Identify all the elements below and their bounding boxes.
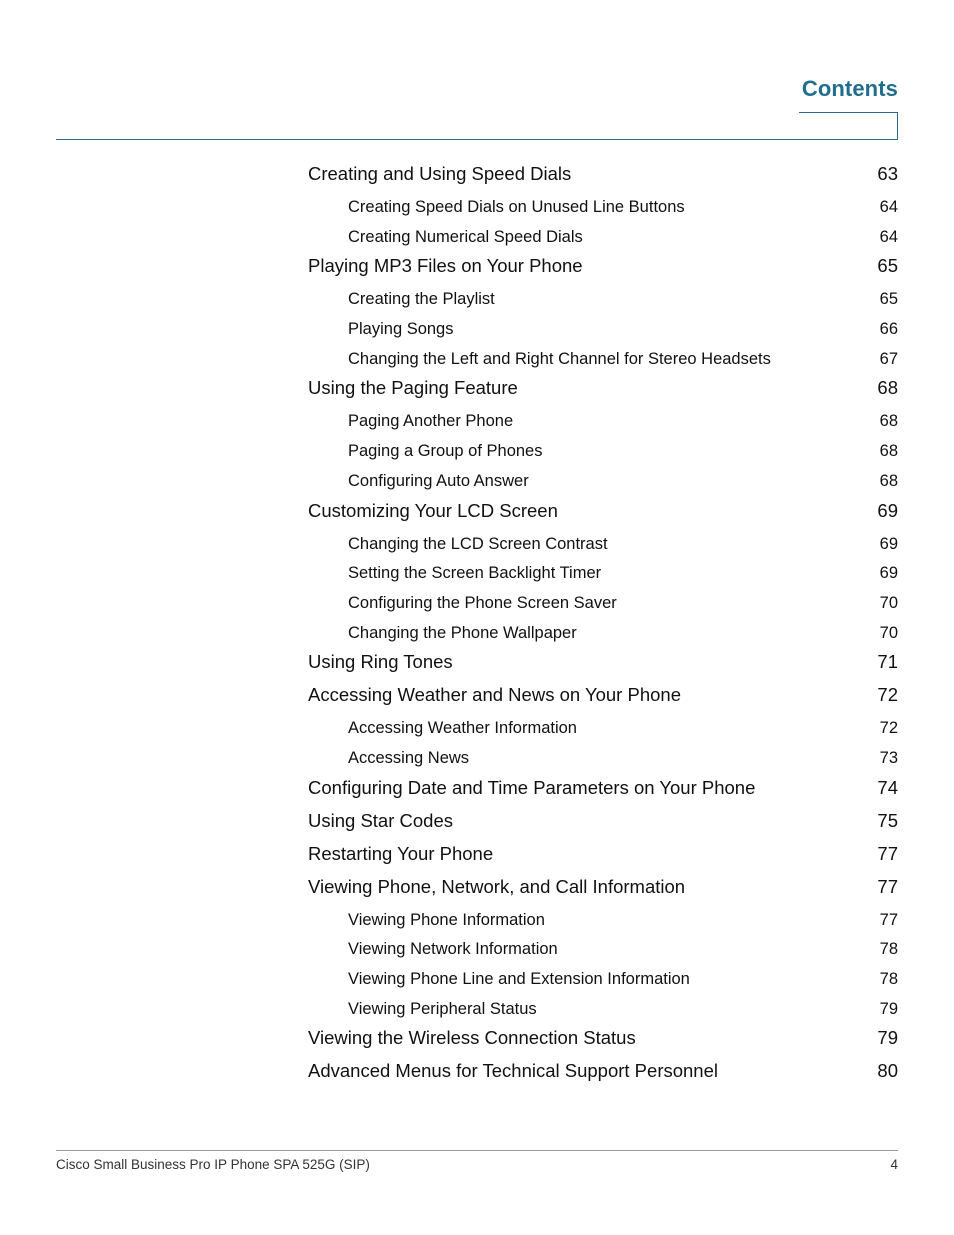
toc-entry-title: Changing the LCD Screen Contrast: [348, 534, 608, 553]
toc-entry-title: Paging Another Phone: [348, 412, 514, 431]
toc-entry-title: Viewing Peripheral Status: [348, 999, 537, 1018]
toc-entry-page: 69: [879, 534, 898, 553]
toc-subentry[interactable]: [308, 345, 898, 375]
toc-entry-page: 68: [877, 377, 898, 399]
toc-entry-page: 65: [877, 255, 898, 277]
toc-entry[interactable]: [308, 648, 898, 681]
toc-subentry[interactable]: [308, 619, 898, 649]
toc-entry-page: 73: [879, 748, 898, 767]
toc-entry-title: Configuring Date and Time Parameters on Your Phone: [308, 776, 756, 798]
toc-entry[interactable]: [308, 160, 898, 193]
toc-subentry[interactable]: [308, 530, 898, 560]
toc-entry[interactable]: [308, 807, 898, 840]
toc-entry-title: Using the Paging Feature: [308, 377, 518, 399]
toc-entry-page: 71: [877, 651, 898, 673]
toc-entry-title: Playing MP3 Files on Your Phone: [308, 255, 583, 277]
toc-entry[interactable]: [308, 1057, 898, 1090]
toc-entry-title: Changing the Left and Right Channel for Stereo Headsets: [348, 349, 771, 368]
footer-rule: [56, 1150, 898, 1151]
toc-entry-title: Paging a Group of Phones: [348, 442, 543, 461]
toc-subentry[interactable]: [308, 223, 898, 253]
toc-entry-title: Viewing the Wireless Connection Status: [308, 1027, 636, 1049]
toc-entry[interactable]: [308, 840, 898, 873]
toc-entry-title: Using Ring Tones: [308, 651, 453, 673]
footer-page-number: 4: [890, 1157, 898, 1172]
toc-entry-page: 79: [877, 1027, 898, 1049]
toc-entry-page: 68: [879, 471, 898, 490]
toc-entry-page: 68: [879, 412, 898, 431]
table-of-contents: [308, 160, 898, 1090]
toc-entry-title: Viewing Network Information: [348, 940, 558, 959]
page-title: Contents: [801, 76, 898, 101]
toc-subentry[interactable]: [308, 935, 898, 965]
toc-entry-title: Changing the Phone Wallpaper: [348, 623, 577, 642]
toc-subentry[interactable]: [308, 744, 898, 774]
toc-entry[interactable]: [308, 1024, 898, 1057]
toc-subentry[interactable]: [308, 315, 898, 345]
toc-entry-title: Configuring the Phone Screen Saver: [348, 593, 617, 612]
toc-subentry[interactable]: [308, 995, 898, 1025]
toc-entry-page: 67: [879, 349, 898, 368]
toc-subentry[interactable]: [308, 714, 898, 744]
toc-entry-title: Creating Numerical Speed Dials: [348, 227, 583, 246]
toc-entry-page: 77: [879, 910, 898, 929]
toc-entry-page: 79: [879, 999, 898, 1018]
toc-entry-page: 68: [879, 442, 898, 461]
toc-entry-title: Creating the Playlist: [348, 290, 495, 309]
toc-entry-title: Viewing Phone Information: [348, 910, 545, 929]
toc-entry-page: 69: [879, 564, 898, 583]
toc-entry[interactable]: [308, 774, 898, 807]
toc-entry-page: 78: [879, 940, 898, 959]
toc-entry-title: Accessing Weather Information: [348, 719, 577, 738]
toc-entry-page: 75: [877, 809, 898, 831]
toc-entry-title: Accessing Weather and News on Your Phone: [308, 684, 681, 706]
toc-entry-page: 63: [877, 163, 898, 184]
toc-entry-title: Accessing News: [348, 748, 470, 767]
toc-entry-page: 72: [877, 684, 898, 706]
toc-subentry[interactable]: [308, 285, 898, 315]
title-box-rule: [799, 112, 898, 140]
toc-entry[interactable]: [308, 873, 898, 906]
toc-subentry[interactable]: [308, 559, 898, 589]
toc-entry-page: 77: [877, 875, 898, 897]
toc-entry-title: Setting the Screen Backlight Timer: [348, 564, 602, 583]
toc-entry-page: 64: [879, 227, 898, 246]
toc-entry-title: Viewing Phone, Network, and Call Information: [308, 875, 686, 897]
toc-subentry[interactable]: [308, 407, 898, 437]
toc-entry-page: 78: [879, 970, 898, 988]
toc-entry-page: 77: [877, 842, 898, 864]
header-rule: [56, 139, 898, 140]
toc-entry-page: 70: [879, 593, 898, 612]
toc-entry[interactable]: [308, 681, 898, 714]
toc-entry-title: Using Star Codes: [308, 809, 453, 831]
toc-subentry[interactable]: [308, 906, 898, 936]
toc-subentry[interactable]: [308, 437, 898, 467]
toc-entry[interactable]: [308, 497, 898, 530]
toc-subentry[interactable]: [308, 467, 898, 497]
toc-subentry[interactable]: [308, 193, 898, 223]
toc-entry-page: 70: [879, 623, 898, 642]
toc-entry-page: 65: [879, 290, 898, 309]
toc-entry-title: Creating Speed Dials on Unused Line Buttons: [348, 198, 685, 216]
toc-entry-page: 80: [877, 1060, 898, 1082]
toc-entry-title: Advanced Menus for Technical Support Personnel: [308, 1060, 718, 1082]
toc-entry-title: Creating and Using Speed Dials: [308, 163, 572, 184]
toc-entry-title: Customizing Your LCD Screen: [308, 499, 558, 521]
toc-entry[interactable]: [308, 374, 898, 407]
toc-entry-page: 66: [879, 320, 898, 339]
toc-subentry[interactable]: [308, 589, 898, 619]
toc-entry-page: 69: [877, 499, 898, 521]
footer-product-name: Cisco Small Business Pro IP Phone SPA 525G (SIP): [56, 1157, 370, 1172]
toc-entry[interactable]: [308, 252, 898, 285]
toc-entry-title: Viewing Phone Line and Extension Information: [348, 970, 690, 988]
toc-entry-page: 64: [879, 198, 898, 216]
toc-entry-page: 74: [877, 776, 898, 798]
toc-entry-page: 72: [879, 719, 898, 738]
toc-subentry[interactable]: [308, 965, 898, 995]
toc-entry-title: Configuring Auto Answer: [348, 471, 529, 490]
toc-entry-title: Restarting Your Phone: [308, 842, 494, 864]
toc-entry-title: Playing Songs: [348, 320, 454, 339]
